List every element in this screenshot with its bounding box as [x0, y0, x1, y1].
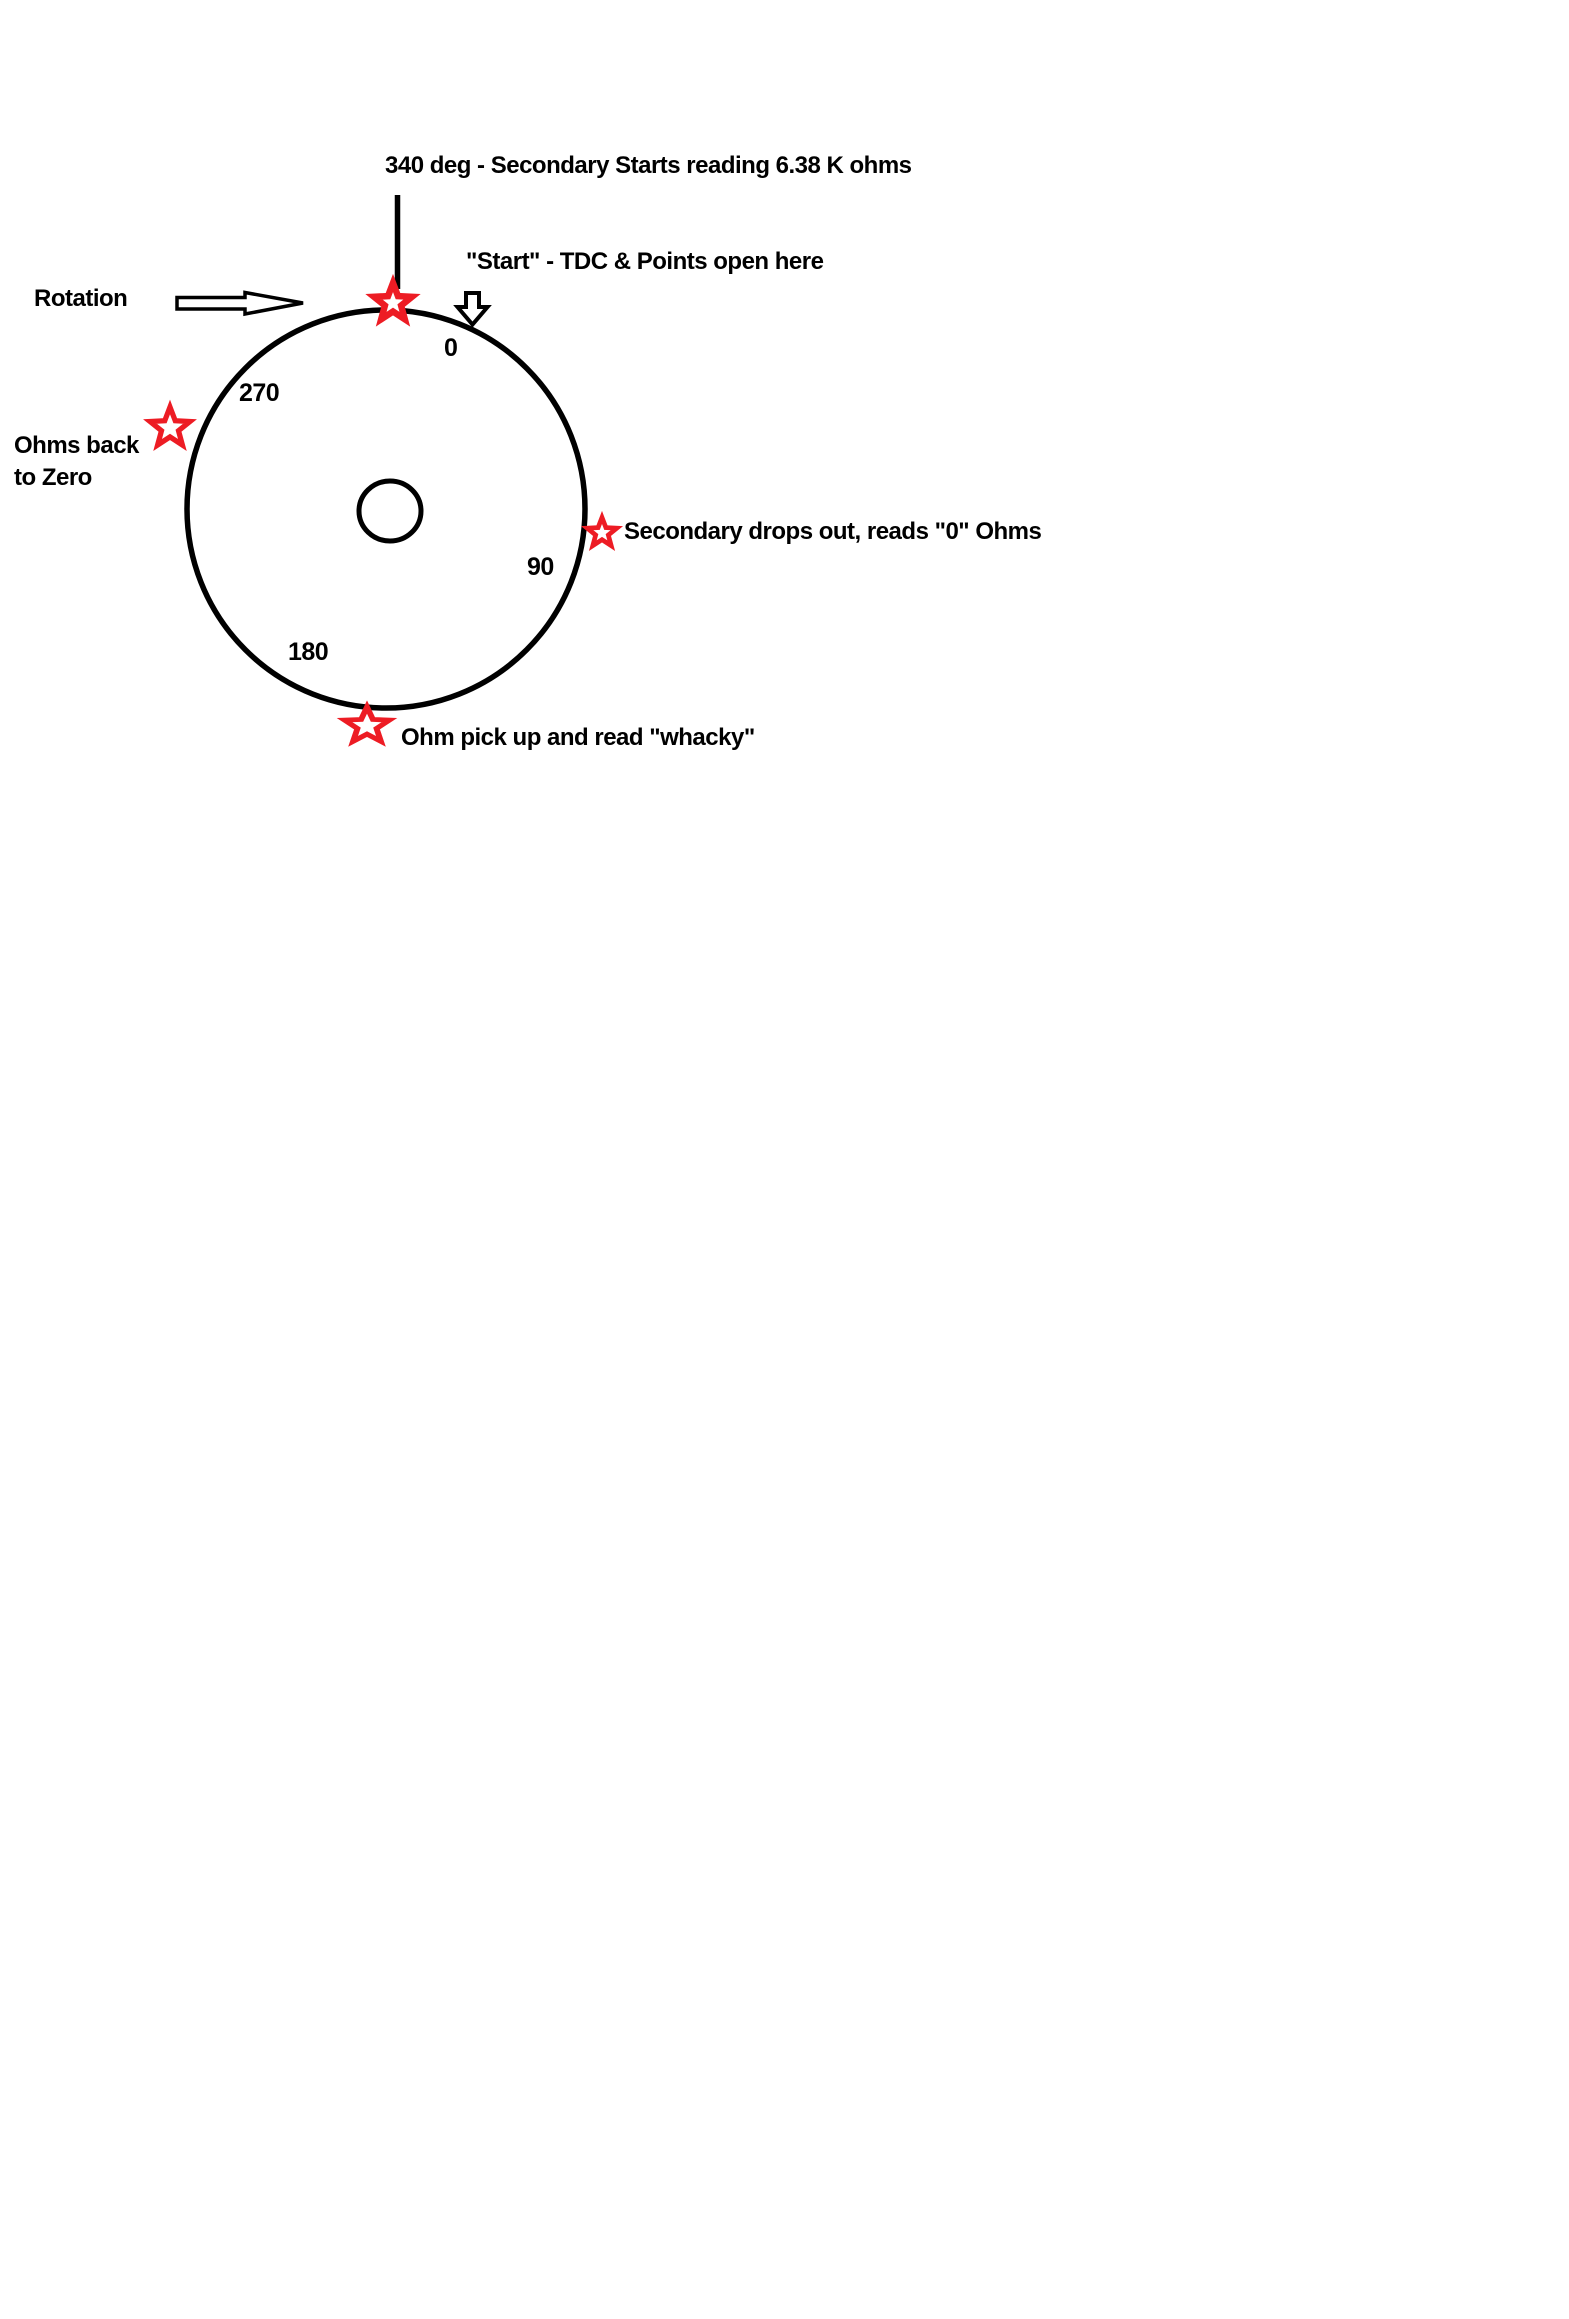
annotation-ohms-back-line2: to Zero	[14, 464, 92, 491]
degree-label-0: 0	[444, 334, 458, 362]
dial-circle	[187, 310, 585, 708]
degree-label-180: 180	[288, 638, 329, 666]
star-icon-right	[587, 517, 617, 545]
annotation-secondary-starts: 340 deg - Secondary Starts reading 6.38 K ohms	[385, 152, 912, 179]
annotation-rotation: Rotation	[34, 285, 128, 312]
center-hub-circle	[359, 481, 421, 541]
annotation-secondary-drops: Secondary drops out, reads "0" Ohms	[624, 518, 1042, 545]
annotation-ohms-back-line1: Ohms back	[14, 432, 139, 459]
right-arrow-icon	[177, 293, 303, 315]
degree-label-90: 90	[527, 553, 554, 581]
star-icon-top	[374, 283, 412, 319]
down-arrow-icon	[458, 293, 488, 325]
annotation-start-tdc: "Start" - TDC & Points open here	[466, 248, 824, 275]
annotation-ohms-back-to-zero	[14, 430, 139, 494]
star-icon-left	[150, 407, 190, 445]
star-icon-bottom	[345, 707, 390, 741]
annotation-ohm-pickup: Ohm pick up and read "whacky"	[401, 724, 755, 751]
degree-label-270: 270	[239, 379, 280, 407]
